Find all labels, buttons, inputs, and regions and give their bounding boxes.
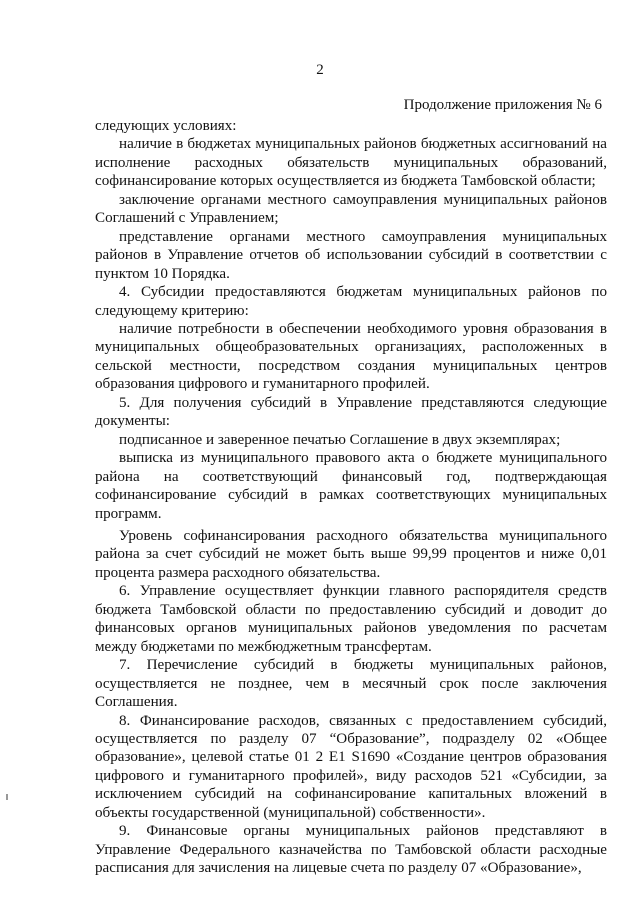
paragraph: заключение органами местного самоуправления муниципальных районов Соглашений с Управлением;	[95, 191, 607, 227]
paragraph-item-4: 4. Субсидии предоставляются бюджетам муниципальных районов по следующему критерию:	[95, 284, 607, 319]
paragraph-item-6: 6. Управление осуществляет функции главного распорядителя средств бюджета Тамбовской области по предоставлению субсидий и доводит до финансовых органов муниципальных районов уведомления по расчетам между бюджетами по межбюджетным трансфертам.	[95, 583, 607, 655]
paragraph-item-7: 7. Перечисление субсидий в бюджеты муниципальных районов, осуществляется не позднее, чем в месячный срок после заключения Соглашения.	[95, 657, 607, 711]
appendix-label: Продолжение приложения № 6	[403, 97, 602, 113]
paragraph: выписка из муниципального правового акта о бюджете муниципального района на соответствующий финансовый год, подтверждающая софинансирование субсидий в рамках соответствующих муниципальных программ.	[95, 450, 607, 522]
paragraph: наличие в бюджетах муниципальных районов бюджетных ассигнований на исполнение расходных обязательств муниципальных образований, софинансирование которых осуществляется из бюджета Тамбовской области;	[95, 136, 607, 190]
document-body	[95, 117, 607, 878]
paragraph-item-9: 9. Финансовые органы муниципальных районов представляют в Управление Федерального казначейства по Тамбовской области расходные расписания для зачисления на лицевые счета по разделу 07 «Образование»,	[95, 823, 607, 877]
scan-margin-mark	[6, 794, 8, 800]
page-number: 2	[316, 62, 324, 78]
paragraph-item-8: 8. Финансирование расходов, связанных с предоставлением субсидий, осуществляется по разделу 07 “Образование”, подразделу 02 «Общее образование», целевой статье 01 2 Е1 S1690 «Создание центров образования цифрового и гуманитарного профилей», виду расходов 521 «Субсидии, за исключением субсидий на софинансирование капитальных вложений в объекты государственной (муниципальной) собственности».	[95, 712, 607, 821]
paragraph: подписанное и заверенное печатью Соглашение в двух экземплярах;	[119, 431, 561, 448]
paragraph-item-5: 5. Для получения субсидий в Управление представляются следующие документы:	[95, 394, 607, 430]
paragraph-continuation: следующих условиях:	[95, 118, 237, 134]
paragraph: представление органами местного самоуправления муниципальных районов в Управление отчетов об использовании субсидий в соответствии с пунктом 10 Порядка.	[95, 228, 607, 282]
paragraph: наличие потребности в обеспечении необходимого уровня образования в муниципальных общеобразовательных организациях, расположенных в сельской местности, посредством создания муниципальных центров образования цифрового и гуманитарного профилей.	[95, 320, 607, 393]
paragraph: Уровень софинансирования расходного обязательства муниципального района за счет субсидий не может быть выше 99,99 процентов и ниже 0,01 процента размера расходного обязательства.	[95, 527, 607, 581]
